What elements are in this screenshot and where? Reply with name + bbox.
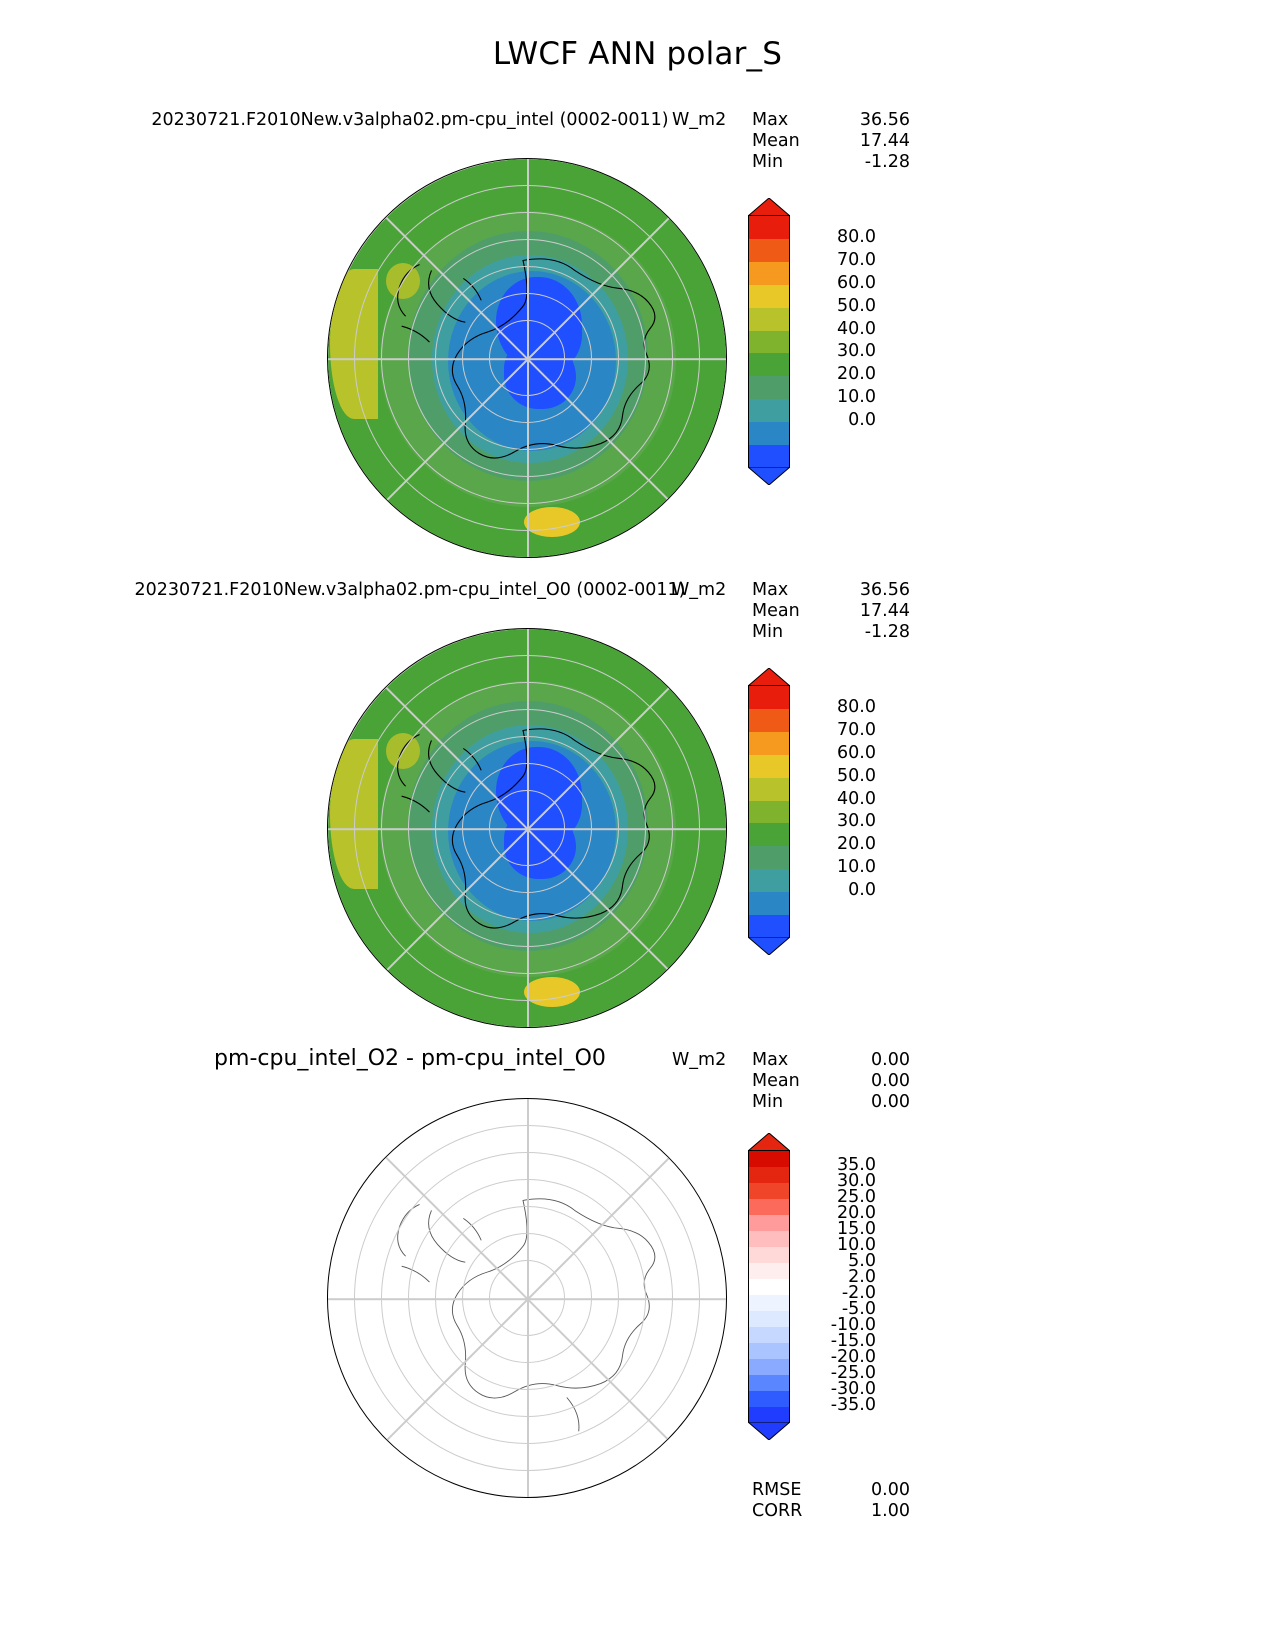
- colorbar-segment: [749, 1167, 789, 1183]
- colorbar-segment: [749, 376, 789, 399]
- colorbar-segment: [749, 1375, 789, 1391]
- colorbar-tick-label: 30.0: [837, 811, 876, 832]
- colorbar-segment: [749, 216, 789, 239]
- contour-band-40-nw: [386, 733, 420, 769]
- graticule-spoke: [386, 1157, 670, 1441]
- colorbar-segment: [749, 1263, 789, 1279]
- colorbar-segment: [749, 778, 789, 801]
- colorbar-2: [748, 685, 928, 965]
- graticule-spoke: [386, 1157, 670, 1441]
- colorbar-segment: [749, 308, 789, 331]
- colorbar-segment: [749, 1391, 789, 1407]
- colorbar-3: [748, 1150, 928, 1450]
- stat-value: 0.00: [871, 1092, 910, 1112]
- stat-label: Max: [752, 110, 789, 130]
- colorbar-segment: [749, 869, 789, 892]
- colorbar-segment: [749, 285, 789, 308]
- polar-map-fill-1: [327, 158, 727, 558]
- colorbar-segment: [749, 1343, 789, 1359]
- colorbar-segment: [749, 353, 789, 376]
- panel-model-2: [0, 580, 1275, 1050]
- panel-2-title: 20230721.F2010New.v3alpha02.pm-cpu_intel_O0 (0002-0011): [134, 580, 686, 600]
- colorbar-tick-label: -35.0: [830, 1395, 876, 1415]
- colorbar-tick-label: 20.0: [837, 364, 876, 385]
- colorbar-segment: [749, 755, 789, 778]
- stat-value: 0.00: [871, 1071, 910, 1091]
- map-projection-1: [327, 158, 727, 558]
- colorbar-tick-label: -10.0: [830, 1315, 876, 1335]
- colorbar-tick-label: 0.0: [848, 880, 876, 901]
- colorbar-tick-label: 10.0: [837, 857, 876, 878]
- colorbar-3-labels: [800, 1150, 890, 1422]
- colorbar-segment: [749, 1183, 789, 1199]
- colorbar-segment: [749, 686, 789, 709]
- colorbar-segment: [749, 1295, 789, 1311]
- colorbar-1: [748, 215, 928, 495]
- colorbar-tick-label: 30.0: [837, 1171, 876, 1191]
- colorbar-tick-label: 40.0: [837, 788, 876, 809]
- colorbar-segment: [749, 331, 789, 354]
- colorbar-tick-label: 0.0: [848, 410, 876, 431]
- panel-1-units: W_m2: [672, 110, 727, 130]
- colorbar-segment: [749, 1231, 789, 1247]
- stat-value: 17.44: [859, 131, 910, 151]
- stat-value: 17.44: [859, 601, 910, 621]
- polar-map-fill-3: [327, 1098, 727, 1498]
- colorbar-tick-label: 35.0: [837, 1155, 876, 1175]
- colorbar-segment: [749, 399, 789, 422]
- colorbar-tick-label: 25.0: [837, 1187, 876, 1207]
- colorbar-tick-label: 50.0: [837, 765, 876, 786]
- colorbar-segment: [749, 239, 789, 262]
- colorbar-tick-label: 80.0: [837, 226, 876, 247]
- polar-map-fill-2: [327, 628, 727, 1028]
- panel-1-title: 20230721.F2010New.v3alpha02.pm-cpu_intel (0002-0011): [151, 110, 669, 130]
- colorbar-tick-label: 60.0: [837, 272, 876, 293]
- colorbar-tick-label: -15.0: [830, 1331, 876, 1351]
- colorbar-max-arrow: [748, 668, 790, 686]
- stat-value: 0.00: [871, 1480, 910, 1500]
- colorbar-tick-label: -30.0: [830, 1379, 876, 1399]
- panel-3-units: W_m2: [672, 1050, 727, 1070]
- colorbar-min-arrow: [748, 937, 790, 955]
- colorbar-2-labels: [800, 685, 890, 937]
- coastline-overlay-3: [328, 1099, 726, 1497]
- colorbar-segment: [749, 1247, 789, 1263]
- stat-label: Mean: [752, 601, 800, 621]
- colorbar-segment: [749, 262, 789, 285]
- stat-label: Min: [752, 622, 784, 642]
- colorbar-tick-label: 50.0: [837, 295, 876, 316]
- stat-label: RMSE: [752, 1480, 802, 1500]
- stat-label: Min: [752, 152, 784, 172]
- colorbar-segment: [749, 732, 789, 755]
- colorbar-segment: [749, 445, 789, 468]
- colorbar-max-arrow: [748, 198, 790, 216]
- figure-title: LWCF ANN polar_S: [492, 36, 783, 72]
- colorbar-segment: [749, 1327, 789, 1343]
- colorbar-segment: [749, 709, 789, 732]
- colorbar-segment: [749, 801, 789, 824]
- graticule-spoke: [527, 1099, 529, 1498]
- contour-band-50-south: [524, 507, 580, 537]
- stat-value: 1.00: [871, 1501, 910, 1521]
- contour-band-50-south: [524, 977, 580, 1007]
- colorbar-tick-label: 80.0: [837, 696, 876, 717]
- stat-label: Mean: [752, 131, 800, 151]
- colorbar-tick-label: 15.0: [837, 1219, 876, 1239]
- map-projection-3: [327, 1098, 727, 1498]
- colorbar-segment: [749, 1359, 789, 1375]
- colorbar-1-labels: [800, 215, 890, 467]
- graticule-spoke: [328, 1298, 727, 1300]
- colorbar-segment: [749, 1151, 789, 1167]
- stat-value: 36.56: [859, 110, 910, 130]
- colorbar-tick-label: 40.0: [837, 318, 876, 339]
- colorbar-segment: [749, 1279, 789, 1295]
- panel-difference: [0, 1046, 1275, 1570]
- colorbar-max-arrow: [748, 1133, 790, 1151]
- colorbar-tick-label: 30.0: [837, 341, 876, 362]
- contour-band-40-west: [330, 739, 378, 889]
- colorbar-2-body: [748, 685, 790, 937]
- colorbar-segment: [749, 1215, 789, 1231]
- stat-value: -1.28: [864, 152, 910, 172]
- colorbar-tick-label: 70.0: [837, 719, 876, 740]
- colorbar-segment: [749, 846, 789, 869]
- colorbar-segment: [749, 422, 789, 445]
- colorbar-segment: [749, 1311, 789, 1327]
- colorbar-segment: [749, 1199, 789, 1215]
- colorbar-tick-label: 20.0: [837, 834, 876, 855]
- stat-value: 36.56: [859, 580, 910, 600]
- colorbar-tick-label: -25.0: [830, 1363, 876, 1383]
- map-projection-2: [327, 628, 727, 1028]
- colorbar-3-body: [748, 1150, 790, 1422]
- colorbar-tick-label: 2.0: [848, 1267, 876, 1287]
- stat-value: 0.00: [871, 1050, 910, 1070]
- stat-label: Min: [752, 1092, 784, 1112]
- contour-band-40-nw: [386, 263, 420, 299]
- colorbar-min-arrow: [748, 467, 790, 485]
- colorbar-min-arrow: [748, 1422, 790, 1440]
- panel-model-1: [0, 110, 1275, 580]
- panel-3-title: pm-cpu_intel_O2 - pm-cpu_intel_O0: [214, 1046, 606, 1071]
- colorbar-segment: [749, 1407, 789, 1423]
- colorbar-tick-label: 10.0: [837, 387, 876, 408]
- colorbar-tick-label: 70.0: [837, 249, 876, 270]
- colorbar-tick-label: 5.0: [848, 1251, 876, 1271]
- colorbar-tick-label: 10.0: [837, 1235, 876, 1255]
- stat-label: CORR: [752, 1501, 803, 1521]
- colorbar-1-body: [748, 215, 790, 467]
- colorbar-segment: [749, 892, 789, 915]
- colorbar-tick-label: -20.0: [830, 1347, 876, 1367]
- colorbar-tick-label: -5.0: [841, 1299, 876, 1319]
- colorbar-segment: [749, 915, 789, 938]
- stat-label: Mean: [752, 1071, 800, 1091]
- stat-value: -1.28: [864, 622, 910, 642]
- colorbar-tick-label: -2.0: [841, 1283, 876, 1303]
- contour-band-40-west: [330, 269, 378, 419]
- panel-2-units: W_m2: [672, 580, 727, 600]
- colorbar-segment: [749, 823, 789, 846]
- colorbar-tick-label: 20.0: [837, 1203, 876, 1223]
- stat-label: Max: [752, 580, 789, 600]
- colorbar-tick-label: 60.0: [837, 742, 876, 763]
- stat-label: Max: [752, 1050, 789, 1070]
